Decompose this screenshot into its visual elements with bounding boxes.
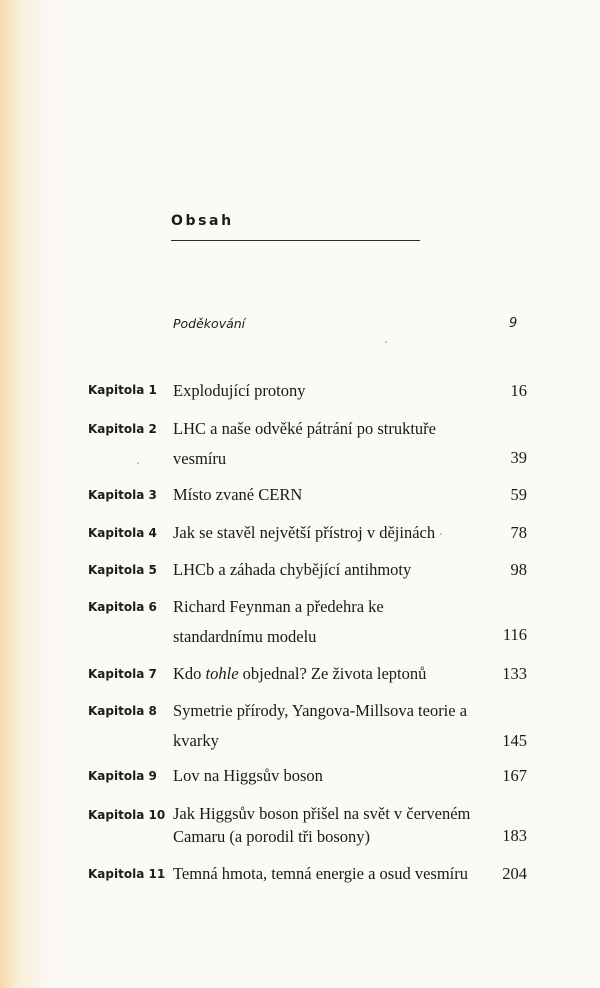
chapter-4-label: Kapitola 4 — [88, 526, 157, 540]
scan-speck — [440, 533, 442, 535]
chapter-10-label: Kapitola 10 — [88, 808, 166, 822]
chapter-4-title: Jak se stavěl největší přístroj v dějinách — [173, 523, 436, 542]
chapter-2-page: 39 — [510, 448, 527, 467]
chapter-5-label: Kapitola 5 — [88, 563, 157, 577]
scan-speck — [137, 462, 139, 464]
chapter-11-label: Kapitola 11 — [88, 867, 166, 881]
chapter-2-title: LHC a naše odvěké pátrání po struktuře vesmíru — [173, 419, 437, 468]
chapter-7-page: 133 — [502, 664, 527, 683]
chapter-10-title: Jak Higgsův boson přišel na svět v červeném Camaru (a porodil tři bosony) — [173, 804, 471, 846]
scan-speck — [385, 341, 387, 343]
heading-divider — [171, 240, 420, 241]
chapter-7-label: Kapitola 7 — [88, 667, 157, 681]
chapter-6-label: Kapitola 6 — [88, 600, 157, 614]
chapter-3-page: 59 — [510, 485, 527, 504]
acknowledgements-title: Poděkování — [173, 316, 246, 331]
chapter-7-title-end: objednal? Ze života leptonů — [238, 664, 427, 683]
chapter-9-page: 167 — [502, 766, 527, 785]
chapter-1-page: 16 — [510, 381, 527, 400]
chapter-3-label: Kapitola 3 — [88, 488, 157, 502]
chapter-9-title: Lov na Higgsův boson — [173, 766, 323, 785]
chapter-10-page: 183 — [502, 826, 527, 845]
chapter-7-title-start: Kdo — [173, 664, 206, 683]
acknowledgements-page: 9 — [509, 316, 518, 331]
toc-heading: Obsah — [171, 213, 234, 229]
chapter-9-label: Kapitola 9 — [88, 769, 157, 783]
chapter-4-page: 78 — [510, 523, 527, 542]
chapter-1-label: Kapitola 1 — [88, 383, 157, 397]
chapter-7-title — [173, 659, 473, 689]
chapter-11-page: 204 — [502, 864, 527, 883]
chapter-8-page: 145 — [502, 731, 527, 750]
chapter-7-title-emphasis: tohle — [205, 664, 239, 683]
chapter-6-page: 116 — [502, 625, 527, 644]
chapter-6-title: Richard Feynman a předehra ke standardnímu modelu — [173, 597, 384, 646]
chapter-11-title: Temná hmota, temná energie a osud vesmíru — [173, 864, 468, 883]
chapter-5-page: 98 — [510, 560, 527, 579]
chapter-2-label: Kapitola 2 — [88, 422, 157, 436]
chapter-5-title: LHCb a záhada chybějící antihmoty — [173, 560, 412, 579]
chapter-1-title: Explodující protony — [173, 381, 306, 400]
chapter-8-title: Symetrie přírody, Yangova-Millsova teorie a kvarky — [173, 701, 468, 750]
chapter-8-label: Kapitola 8 — [88, 704, 157, 718]
chapter-3-title: Místo zvané CERN — [173, 485, 303, 504]
